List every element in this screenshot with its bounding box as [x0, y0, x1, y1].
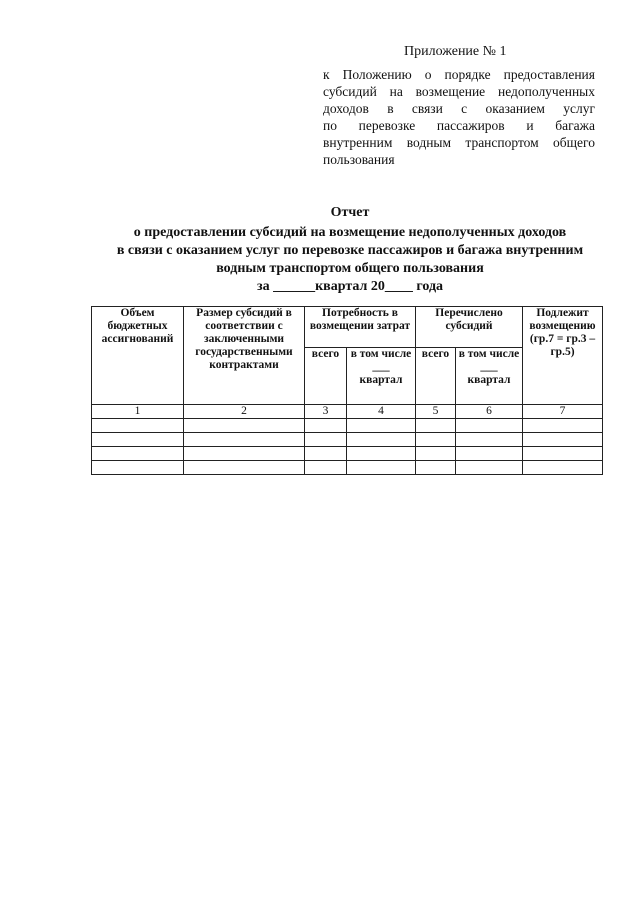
- table-row: [92, 447, 603, 461]
- table-cell: [456, 461, 523, 475]
- period-quarter-blank: ______: [273, 279, 316, 294]
- header-budget-allocations: Объем бюджетных ассигнований: [92, 307, 184, 405]
- table-cell: [184, 419, 305, 433]
- table-cell: [416, 447, 456, 461]
- table-cell: [305, 461, 347, 475]
- table-cell: [347, 419, 416, 433]
- header-incl-label: в том числе: [350, 348, 412, 360]
- column-number-row: [92, 405, 603, 419]
- table-cell: [416, 461, 456, 475]
- header-quarter-label: квартал: [467, 374, 511, 386]
- appendix-line: доходов в связи с оказанием услуг: [323, 101, 595, 116]
- table-cell: [184, 447, 305, 461]
- table-cell: [92, 433, 184, 447]
- table-cell: [305, 433, 347, 447]
- period-suffix: года: [416, 279, 444, 294]
- table-cell: [184, 433, 305, 447]
- period-middle: квартал 20: [315, 279, 385, 294]
- header-transferred-quarter: [456, 348, 523, 405]
- table-cell: [305, 419, 347, 433]
- report-subtitle-line: водным транспортом общего пользования: [216, 261, 484, 276]
- report-subtitle-line: в связи с оказанием услуг по перевозке пассажиров и багажа внутренним: [116, 243, 584, 258]
- report-title-block: [80, 204, 620, 296]
- column-number: 5: [416, 405, 456, 419]
- appendix-line: внутренним водным транспортом общего: [323, 135, 595, 150]
- header-quarter-blank: ___: [480, 361, 498, 373]
- table-cell: [347, 433, 416, 447]
- table-cell: [523, 419, 603, 433]
- report-subtitle-line: о предоставлении субсидий на возмещение недополученных доходов: [133, 225, 567, 240]
- table-row: [92, 419, 603, 433]
- header-need-quarter: [347, 348, 416, 405]
- header-quarter-label: квартал: [359, 374, 403, 386]
- table-cell: [92, 447, 184, 461]
- table-cell: [416, 433, 456, 447]
- period-prefix: за: [256, 279, 270, 294]
- table-cell: [92, 419, 184, 433]
- column-number: 3: [305, 405, 347, 419]
- table-cell: [523, 461, 603, 475]
- report-period: [80, 278, 620, 296]
- appendix-text: [323, 66, 595, 168]
- table-cell: [347, 447, 416, 461]
- table-cell: [456, 433, 523, 447]
- table-cell: [416, 419, 456, 433]
- appendix-line: по перевозке пассажиров и багажа: [323, 118, 595, 133]
- header-to-reimburse: Подлежит возмещению (гр.7 = гр.3 – гр.5): [523, 307, 603, 405]
- column-number: 4: [347, 405, 416, 419]
- header-quarter-blank: ___: [372, 361, 390, 373]
- header-transferred-total: всего: [416, 348, 456, 405]
- appendix-line: пользования: [323, 152, 395, 167]
- appendix-line: к Положению о порядке предоставления: [323, 67, 595, 82]
- table-cell: [347, 461, 416, 475]
- table-row: [92, 433, 603, 447]
- column-number: 1: [92, 405, 184, 419]
- header-cost-need: Потребность в возмещении затрат: [305, 307, 416, 348]
- table-cell: [456, 419, 523, 433]
- appendix-title: Приложение № 1: [404, 44, 507, 59]
- table-cell: [184, 461, 305, 475]
- report-heading: Отчет: [330, 205, 370, 220]
- column-number: 6: [456, 405, 523, 419]
- header-subsidy-size: Размер субсидий в соответствии с заключенными государственными контрактами: [184, 307, 305, 405]
- table-cell: [456, 447, 523, 461]
- header-need-total: всего: [305, 348, 347, 405]
- column-number: 2: [184, 405, 305, 419]
- header-incl-label: в том числе: [458, 348, 520, 360]
- appendix-line: субсидий на возмещение недополученных: [323, 84, 595, 99]
- table-row: [92, 461, 603, 475]
- column-number: 7: [523, 405, 603, 419]
- table-cell: [523, 433, 603, 447]
- header-transferred: Перечислено субсидий: [416, 307, 523, 348]
- table-cell: [523, 447, 603, 461]
- table-cell: [305, 447, 347, 461]
- period-year-blank: ____: [384, 279, 413, 294]
- table-cell: [92, 461, 184, 475]
- report-table: [91, 306, 603, 475]
